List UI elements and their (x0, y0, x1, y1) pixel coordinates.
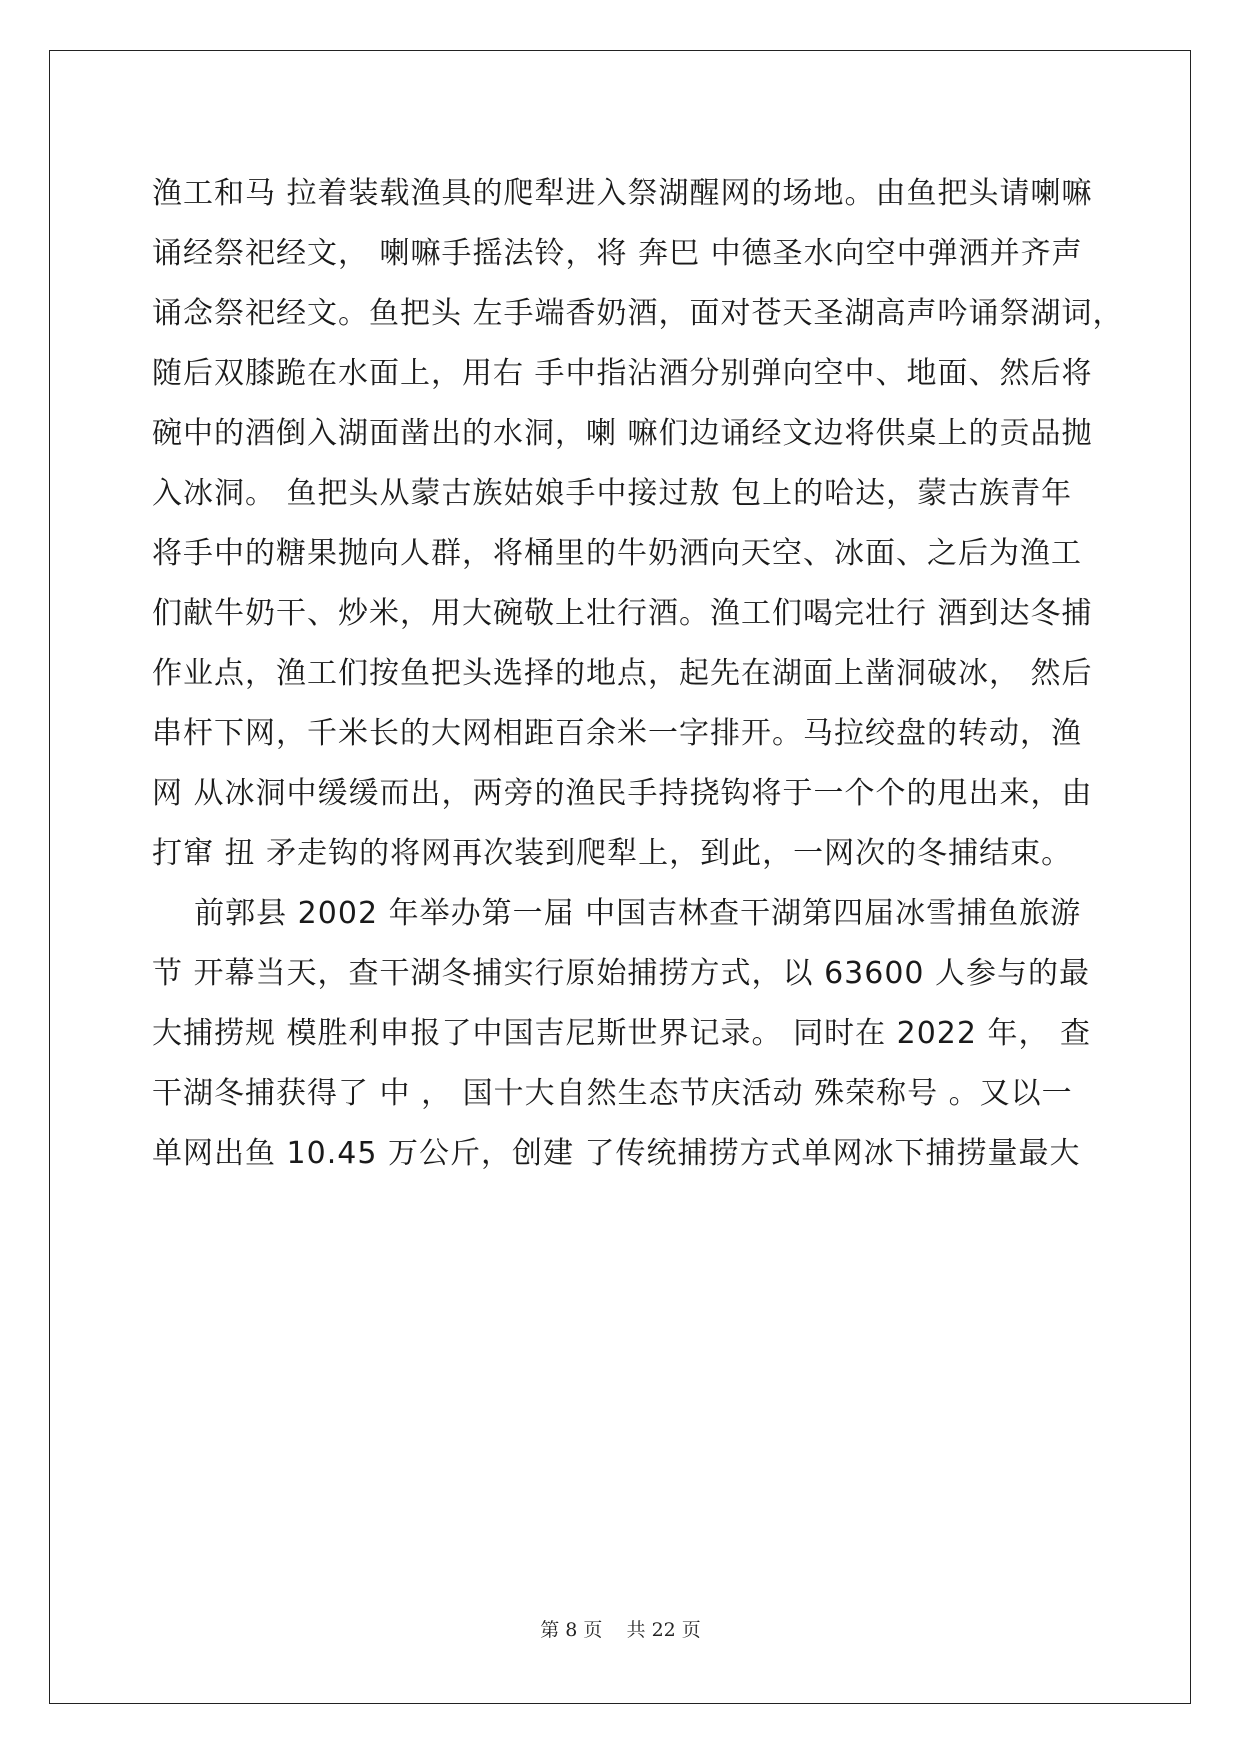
text-line: 大捕捞规 模胜利申报了中国吉尼斯世界记录。 同时在 2022 年， 查 (152, 1016, 1092, 1051)
text-line: 诵经祭祀经文， 喇嘛手摇法铃，将 奔巴 中德圣水向空中弹洒并齐声 (152, 236, 1083, 271)
text-line: 单网出鱼 10.45 万公斤，创建 了传统捕捞方式单网冰下捕捞量最大 (152, 1136, 1081, 1171)
text-line: 渔工和马 拉着装载渔具的爬犁进入祭湖醒网的场地。由鱼把头请喇嘛 (152, 176, 1093, 211)
text-line: 节 开幕当天，查干湖冬捕实行原始捕捞方式，以 63600 人参与的最 (152, 956, 1091, 991)
text-line: 随后双膝跪在水面上，用右 手中指沾酒分别弹向空中、地面、然后将 (152, 356, 1093, 391)
text-line: 诵念祭祀经文。鱼把头 左手端香奶酒，面对苍天圣湖高声吟诵祭湖词， (152, 296, 1124, 331)
text-line: 将手中的糖果抛向人群，将桶里的牛奶洒向天空、冰面、之后为渔工 (152, 536, 1082, 571)
document-body (152, 164, 1124, 1184)
text-line: 碗中的酒倒入湖面凿出的水洞，喇 嘛们边诵经文边将供桌上的贡品抛 (152, 416, 1093, 451)
text-line: 串杆下网，千米长的大网相距百余米一字排开。马拉绞盘的转动，渔 (152, 716, 1082, 751)
text-line: 入冰洞。 鱼把头从蒙古族姑娘手中接过敖 包上的哈达，蒙古族青年 (152, 476, 1073, 511)
page-number-label: 第 8 页 共 22 页 (540, 1619, 701, 1641)
text-line: 们献牛奶干、炒米，用大碗敬上壮行酒。渔工们喝完壮行 酒到达冬捕 (152, 596, 1093, 631)
text-line: 打窜 扭 矛走钩的将网再次装到爬犁上，到此，一网次的冬捕结束。 (152, 836, 1073, 871)
page-number-footer (0, 1615, 1241, 1642)
text-line: 干湖冬捕获得了 中 ， 国十大自然生态节庆活动 殊荣称号 。又以一 (152, 1076, 1073, 1111)
text-line: 前郭县 2002 年举办第一届 中国吉林查干湖第四届冰雪捕鱼旅游 (152, 896, 1082, 931)
text-line: 作业点，渔工们按鱼把头选择的地点，起先在湖面上凿洞破冰， 然后 (152, 656, 1093, 691)
text-line: 网 从冰洞中缓缓而出，两旁的渔民手持挠钩将于一个个的甩出来，由 (152, 776, 1093, 811)
